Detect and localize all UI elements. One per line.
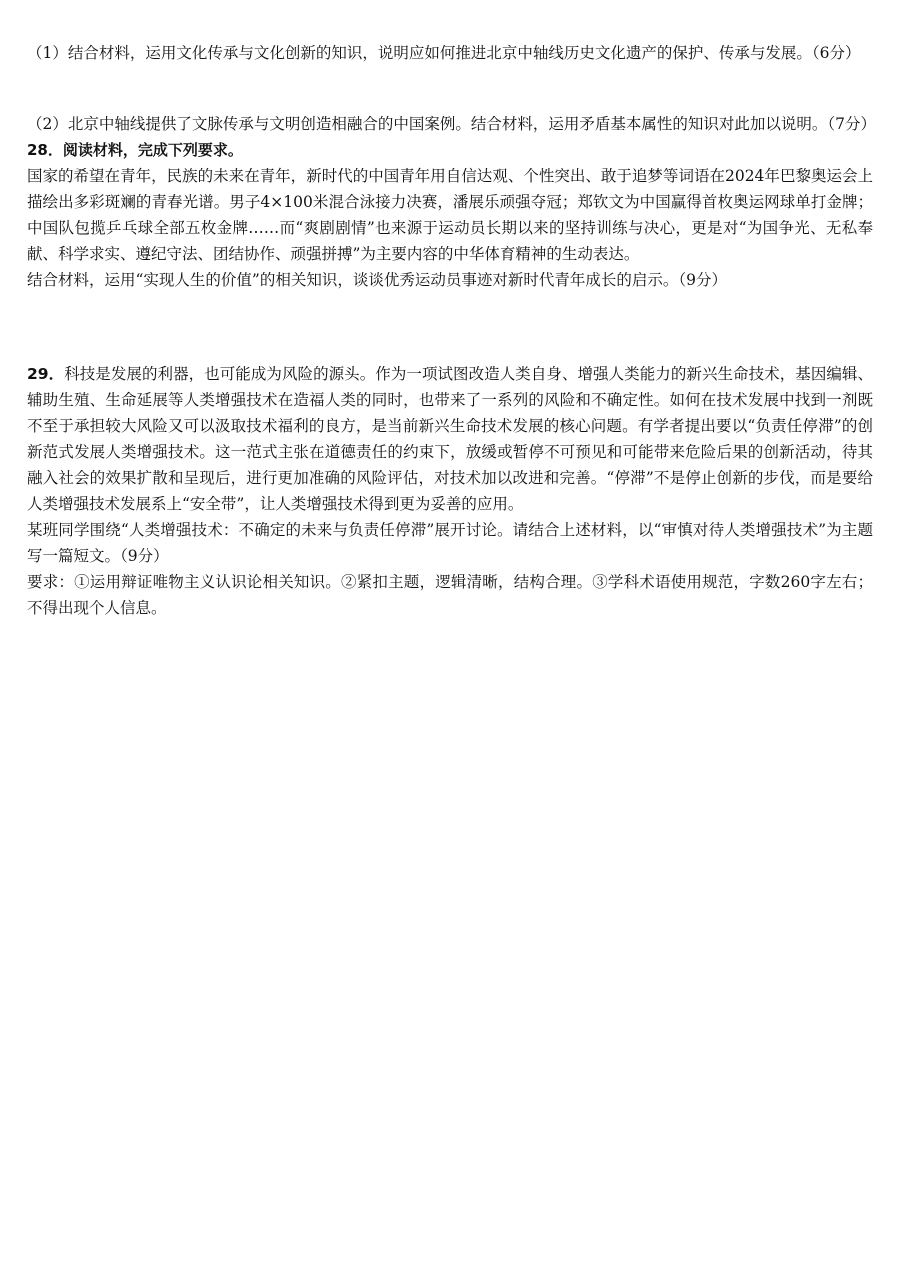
- q27-sub2: （2）北京中轴线提供了文脉传承与文明创造相融合的中国案例。结合材料，运用矛盾基本属性的知识对此加以说明。（7分）: [27, 115, 876, 133]
- q29-number: 29．: [27, 365, 65, 383]
- q27-sub1: （1）结合材料，运用文化传承与文化创新的知识，说明应如何推进北京中轴线历史文化遗产的保护、传承与发展。（6分）: [27, 44, 861, 62]
- answer-space-1: [27, 66, 873, 111]
- q29-material: 科技是发展的利器，也可能成为风险的源头。作为一项试图改造人类自身、增强人类能力的新兴生命技术，基因编辑、辅助生殖、生命延展等人类增强技术在造福人类的同时，也带来了一系列的风险和不确定性。如何在技术发展中找到一剂既不至于承担较大风险又可以汲取技术福利的良方，是当前新兴生命技术发展的核心问题。有学者提出要以“负责任停滞”的创新范式发展人类增强技术。这一范式主张在道德责任的约束下，放缓或暂停不可预见和可能带来危险后果的创新活动，待其融入社会的效果扩散和呈现后，进行更加准确的风险评估，对技术加以改进和完善。“停滞”不是停止创新的步伐，而是要给人类增强技术发展系上“安全带”，让人类增强技术得到更为妥善的应用。: [27, 365, 873, 513]
- q28-heading: 28．阅读材料，完成下列要求。: [27, 141, 243, 159]
- exam-page: [27, 40, 876, 621]
- q29-task: 某班同学围绕“人类增强技术：不确定的未来与负责任停滞”展开讨论。请结合上述材料，以“审慎对待人类增强技术”为主题写一篇短文。（9分）: [27, 521, 873, 565]
- answer-space-2: [27, 293, 873, 361]
- q28-question: 结合材料，运用“实现人生的价值”的相关知识，谈谈优秀运动员事迹对新时代青年成长的启示。（9分）: [27, 271, 727, 289]
- q29-material-block: [27, 361, 873, 517]
- q29-requirements: 要求：①运用辩证唯物主义认识论相关知识。②紧扣主题，逻辑清晰，结构合理。③学科术语使用规范，字数260字左右；不得出现个人信息。: [27, 573, 873, 617]
- q28-material: 国家的希望在青年，民族的未来在青年，新时代的中国青年用自信达观、个性突出、敢于追梦等词语在2024年巴黎奥运会上描绘出多彩斑斓的青春光谱。男子4×100米混合泳接力决赛，潘展乐顽强夺冠；郑钦文为中国赢得首枚奥运网球单打金牌；中国队包揽乒乓球全部五枚金牌……而“爽剧剧情”也来源于运动员长期以来的坚持训练与决心，更是对“为国争光、无私奉献、科学求实、遵纪守法、团结协作、顽强拼搏”为主要内容的中华体育精神的生动表达。: [27, 167, 873, 263]
